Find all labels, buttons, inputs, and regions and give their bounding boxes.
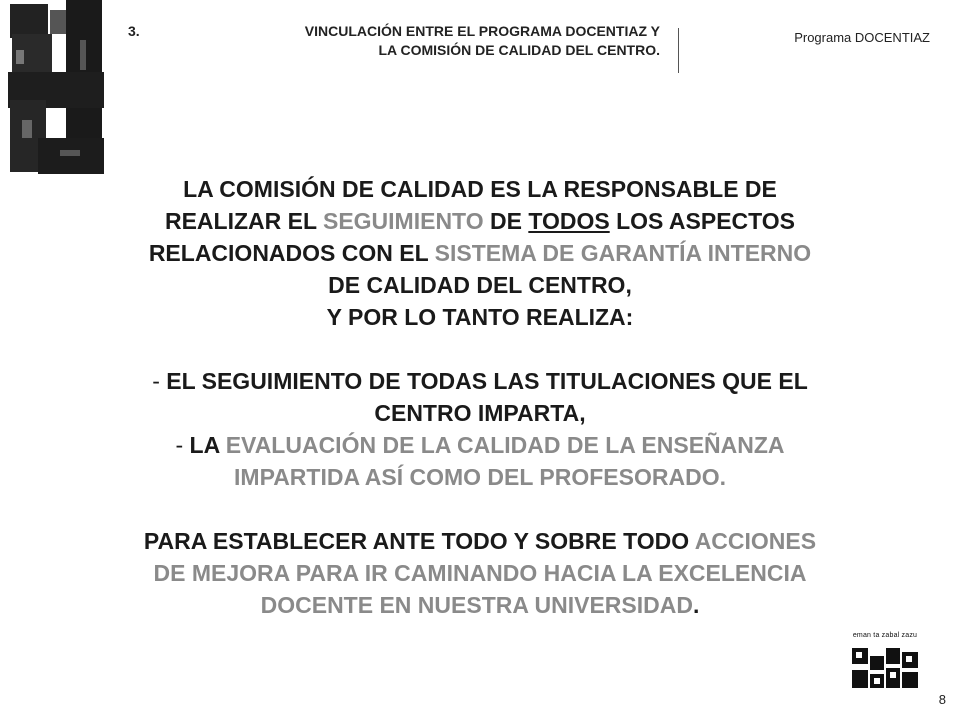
university-logo	[848, 632, 922, 699]
p2-line3	[60, 589, 900, 621]
p1-l2-text-c: DE	[483, 208, 529, 234]
b1-line2: CENTRO IMPARTA,	[374, 400, 586, 426]
p1-l2-text-a: REALIZAR EL	[164, 208, 323, 234]
page-number: 8	[938, 692, 946, 707]
b1-line1	[60, 365, 900, 397]
p1-l2-text-e: LOS ASPECTOS	[609, 208, 796, 234]
spacer	[60, 493, 900, 525]
main-content	[60, 173, 900, 621]
p2-l3-text-a: DOCENTE EN NUESTRA UNIVERSIDAD	[260, 592, 693, 618]
section-number: 3.	[128, 23, 140, 39]
section-title-line1: VINCULACIÓN ENTRE EL PROGRAMA DOCENTIAZ Y	[304, 23, 660, 39]
p1-l2-text-d: TODOS	[528, 208, 610, 234]
b1-l1-text: EL SEGUIMIENTO DE TODAS LAS TITULACIONES QUE EL	[166, 368, 808, 394]
decorative-numeral-five	[0, 0, 108, 175]
b2-line2: IMPARTIDA ASÍ COMO DEL PROFESORADO.	[234, 464, 726, 490]
spacer	[60, 333, 900, 365]
p1-l3-text-a: RELACIONADOS CON EL	[148, 240, 435, 266]
p1-l3-text-b: SISTEMA DE GARANTÍA INTERNO	[434, 240, 812, 266]
p1-line3	[60, 237, 900, 269]
p1-l2-text-b: SEGUIMIENTO	[322, 208, 484, 234]
p2-l1-text-a: PARA ESTABLECER ANTE TODO Y SOBRE TODO	[143, 528, 690, 554]
p2-line2: DE MEJORA PARA IR CAMINANDO HACIA LA EXCELENCIA	[153, 560, 807, 586]
p1-line2	[60, 205, 900, 237]
p2-l3-text-b: .	[692, 592, 700, 618]
paragraph-1	[60, 173, 900, 333]
section-title-text	[180, 22, 660, 60]
p1-line4: DE CALIDAD DEL CENTRO,	[328, 272, 632, 298]
paragraph-2	[60, 525, 900, 621]
p2-l1-text-b: ACCIONES	[689, 528, 817, 554]
logo-caption: eman ta zabal zazu	[852, 632, 918, 639]
p1-line5: Y POR LO TANTO REALIZA:	[326, 304, 634, 330]
section-title-line2: LA COMISIÓN DE CALIDAD DEL CENTRO.	[378, 42, 660, 58]
b1-dash: -	[152, 368, 167, 394]
p2-line1	[60, 525, 900, 557]
header-divider	[678, 28, 679, 73]
b2-l1-text-a: LA	[189, 432, 226, 458]
program-label: Programa DOCENTIAZ	[794, 30, 930, 45]
p1-line1: LA COMISIÓN DE CALIDAD ES LA RESPONSABLE DE	[183, 176, 777, 202]
bullet-2	[60, 429, 900, 493]
b2-l1-text-b: EVALUACIÓN DE LA CALIDAD DE LA ENSEÑANZA	[225, 432, 785, 458]
b2-dash: -	[175, 432, 190, 458]
university-emblem-icon	[848, 642, 922, 694]
b2-line1	[60, 429, 900, 461]
bullet-1	[60, 365, 900, 429]
